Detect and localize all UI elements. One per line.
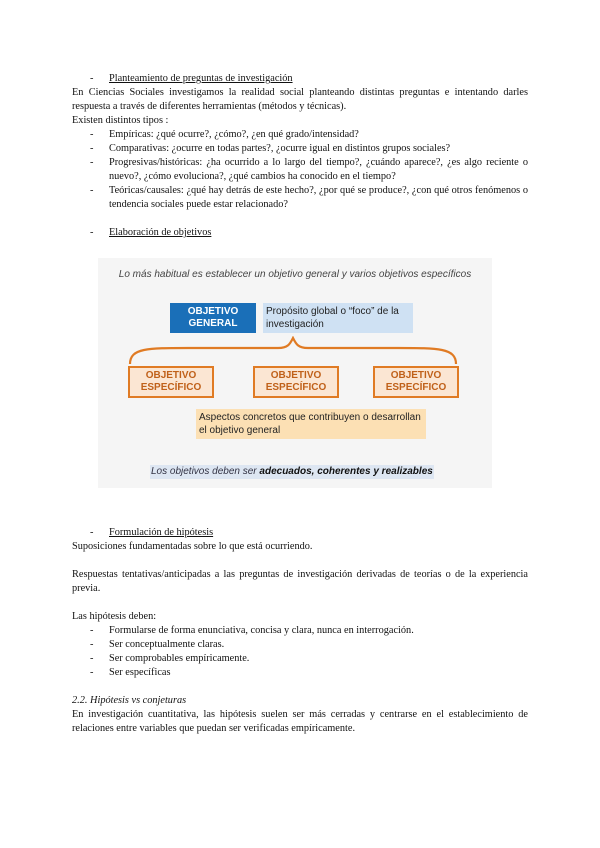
list-item: - Comparativas: ¿ocurre en todas partes?, ¿ocurre igual en distintos grupos sociales? [72,142,528,156]
section-heading-questions: - Planteamiento de preguntas de investigación [72,72,528,86]
hypotheses-requirements-list [72,624,528,680]
diagram-title: Lo más habitual es establecer un objetivo general y varios objetivos específicos [118,269,472,280]
list-item: - Formularse de forma enunciativa, concisa y clara, nunca en interrogación. [72,624,528,638]
types-label: Existen distintos tipos : [72,115,169,126]
document-page [72,72,528,240]
hypotheses-must-label: Las hipótesis deben: [72,611,157,622]
section-heading-objectives: - Elaboración de objetivos [72,226,528,240]
question-types-list [72,128,528,212]
diagram-footer: Los objetivos deben ser adecuados, coherentes y realizables [151,466,433,477]
section-heading-hypotheses: - Formulación de hipótesis [72,526,528,540]
list-item: - Ser conceptualmente claras. [72,638,528,652]
list-item: - Teóricas/causales: ¿qué hay detrás de este hecho?, ¿por qué se produce?, ¿con qué otros fenómenos o tendencia sociales puede estar relacionado? [72,184,528,212]
specific-objective-box-3: OBJETIVO ESPECÍFICO [373,366,459,398]
document-page-lower [72,526,528,736]
questions-intro: En Ciencias Sociales investigamos la realidad social planteando distintas preguntas e intentando darles respuesta a través de diferentes herramientas (métodos y técnicas). [72,87,528,112]
hypotheses-p2: Respuestas tentativas/anticipadas a las preguntas de investigación derivadas de teorías o de la experiencia previa. [72,569,528,594]
general-objective-description: Propósito global o “foco” de la investigación [263,303,413,333]
quantitative-paragraph: En investigación cuantitativa, las hipótesis suelen ser más cerradas y centrarse en el establecimiento de relaciones entre variables que puedan ser verificadas empíricamente. [72,709,528,734]
list-item: - Progresivas/históricas: ¿ha ocurrido a lo largo del tiempo?, ¿cuándo aparece?, ¿es algo reciente o nuevo?, ¿cómo evoluciona?, ¿qué cambios ha conocido en el tiempo? [72,156,528,184]
curly-brace-connector [128,336,458,366]
general-objective-box: OBJETIVO GENERAL [170,303,256,333]
list-item: - Empíricas: ¿qué ocurre?, ¿cómo?, ¿en qué grado/intensidad? [72,128,528,142]
specific-objective-box-2: OBJETIVO ESPECÍFICO [253,366,339,398]
objectives-diagram [98,258,492,488]
list-item: - Ser comprobables empíricamente. [72,652,528,666]
subsection-heading-hypotheses-vs-conjectures: 2.2. Hipótesis vs conjeturas [72,695,187,706]
list-item: - Ser específicas [72,666,528,680]
specific-objective-description: Aspectos concretos que contribuyen o desarrollan el objetivo general [196,409,426,439]
specific-objective-box-1: OBJETIVO ESPECÍFICO [128,366,214,398]
hypotheses-p1: Suposiciones fundamentadas sobre lo que está ocurriendo. [72,541,313,552]
